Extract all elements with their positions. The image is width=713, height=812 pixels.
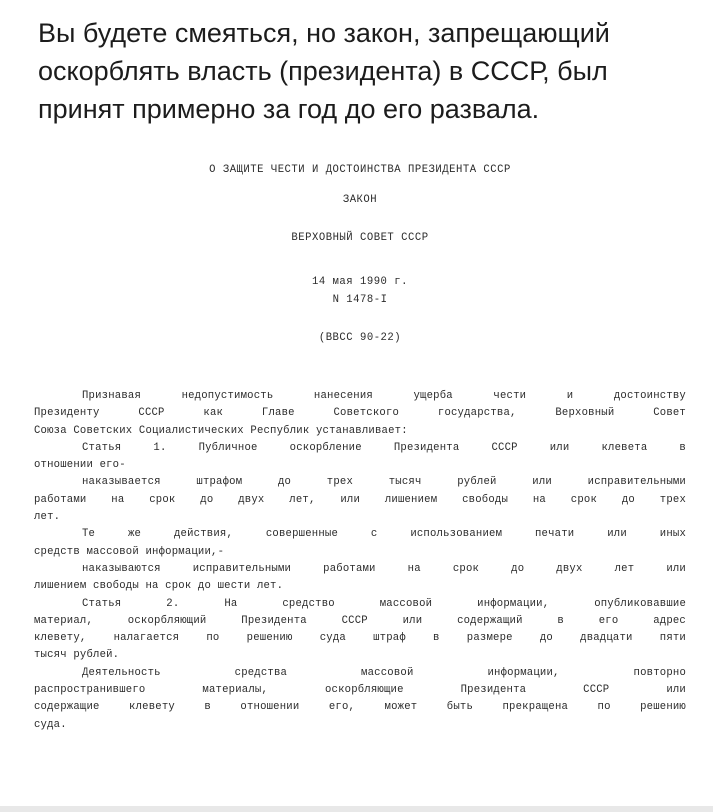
document-line: Статья 2. На средство массовой информации, опубликовавшие — [82, 597, 686, 610]
document-line: материал, оскорбляющий Президента СССР или содержащий в его адрес — [34, 614, 686, 627]
document-line: Союза Советских Социалистических Республик устанавливает: — [34, 424, 408, 437]
document-line: отношении его- — [34, 459, 126, 472]
document-type: ЗАКОН — [342, 194, 378, 206]
document-line: клевету, налагается по решению суда штраф в размере до двадцати пяти — [34, 632, 686, 645]
document-line: содержащие клевету в отношении его, может быть прекращена по решению — [34, 701, 686, 714]
document-issuer: ВЕРХОВНЫЙ СОВЕТ СССР — [291, 232, 429, 244]
document-line: тысяч рублей. — [34, 649, 120, 662]
document-line: Те же действия, совершенные с использованием печати или иных — [82, 528, 686, 541]
document-line: наказывается штрафом до трех тысяч рублей или исправительными — [82, 476, 686, 489]
document-line: работами на срок до двух лет, или лишением свободы на срок до трех — [34, 493, 686, 506]
bottom-divider — [0, 806, 713, 812]
document-number: N 1478-I — [332, 294, 388, 306]
document-body — [34, 388, 686, 734]
caption-line: Вы будете смеяться, но закон, запрещающий — [38, 18, 610, 48]
document-line: Признавая недопустимость нанесения ущерба чести и достоинству — [82, 390, 686, 402]
post-caption — [38, 14, 688, 128]
document-title: О ЗАЩИТЕ ЧЕСТИ И ДОСТОИНСТВА ПРЕЗИДЕНТА СССР — [209, 164, 511, 176]
document-date: 14 мая 1990 г. — [311, 276, 408, 288]
document-source: (ВВСС 90-22) — [318, 332, 402, 344]
document-line: лет. — [34, 511, 61, 524]
document-line: Деятельность средства массовой информации, повторно — [82, 666, 686, 679]
document-line: Президенту СССР как Главе Советского государства, Верховный Совет — [34, 407, 686, 420]
document-line: суда. — [34, 718, 67, 731]
document-line: Статья 1. Публичное оскорбление Президента СССР или клевета в — [82, 441, 686, 454]
document-line: лишением свободы на срок до шести лет. — [34, 580, 284, 593]
caption-line: принят примерно за год до его развала. — [38, 94, 540, 124]
document-line: наказываются исправительными работами на срок до двух лет или — [82, 562, 686, 575]
caption-line: оскорблять власть (президента) в СССР, был — [38, 56, 608, 86]
document-line: средств массовой информации,- — [34, 545, 225, 558]
document-line: распространившего материалы, оскорбляющие Президента СССР или — [34, 684, 686, 697]
